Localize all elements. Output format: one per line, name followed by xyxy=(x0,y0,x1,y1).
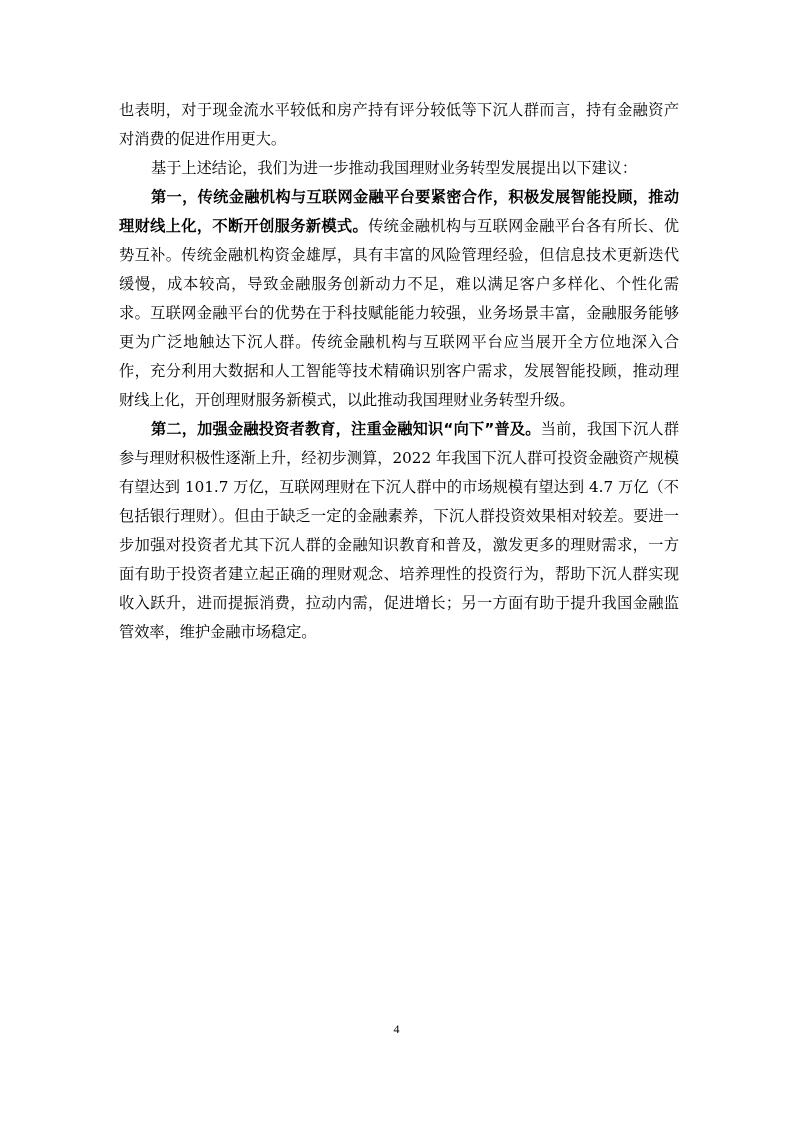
page-number: 4 xyxy=(393,1022,400,1036)
paragraph-recommendation-2 xyxy=(119,415,679,647)
document-body xyxy=(119,96,679,647)
recommendation-1-body: 传统金融机构与互联网金融平台各有所长、优势互补。传统金融机构资金雄厚，具有丰富的风险管理经验，但信息技术更新迭代缓慢，成本较高，导致金融服务创新动力不足，难以满足客户多样化、个性化需求。互联网金融平台的优势在于科技赋能能力较强，业务场景丰富，金融服务能够更为广泛地触达下沉人群。传统金融机构与互联网平台应当展开全方位地深入合作，充分利用大数据和人工智能等技术精确识别客户需求，发展智能投顾，推动理财线上化，开创理财服务新模式，以此推动我国理财业务转型升级。 xyxy=(119,217,680,409)
recommendation-1-heading: 第一，传统金融机构与互联网金融平台要紧密合作，积极发展智能投顾，推动理财线上化，不断开创服务新模式。 xyxy=(119,188,679,235)
paragraph-conclusion-continued: 也表明，对于现金流水平较低和房产持有评分较低等下沉人群而言，持有金融资产对消费的促进作用更大。 xyxy=(119,101,679,148)
recommendation-2-heading: 第二，加强金融投资者教育，注重金融知识“向下”普及。 xyxy=(151,420,541,438)
paragraph-recommendations-intro: 基于上述结论，我们为进一步推动我国理财业务转型发展提出以下建议： xyxy=(151,159,637,177)
recommendation-2-body: 当前，我国下沉人群参与理财积极性逐渐上升，经初步测算，2022 年我国下沉人群可投资金融资产规模有望达到 101.7 万亿，互联网理财在下沉人群中的市场规模有望达到 4.7 万亿（不包括银行理财）。但由于缺乏一定的金融素养，下沉人群投资效果相对较差。要进一步加强对投资者尤其下沉人群的金融知识教育和普及，激发更多的理财需求，一方面有助于投资者建立起正确的理财观念、培养理性的投资行为，帮助下沉人群实现收入跃升，进而提振消费，拉动内需，促进增长；另一方面有助于提升我国金融监管效率，维护金融市场稳定。 xyxy=(119,420,680,641)
paragraph-recommendation-1 xyxy=(119,183,679,415)
